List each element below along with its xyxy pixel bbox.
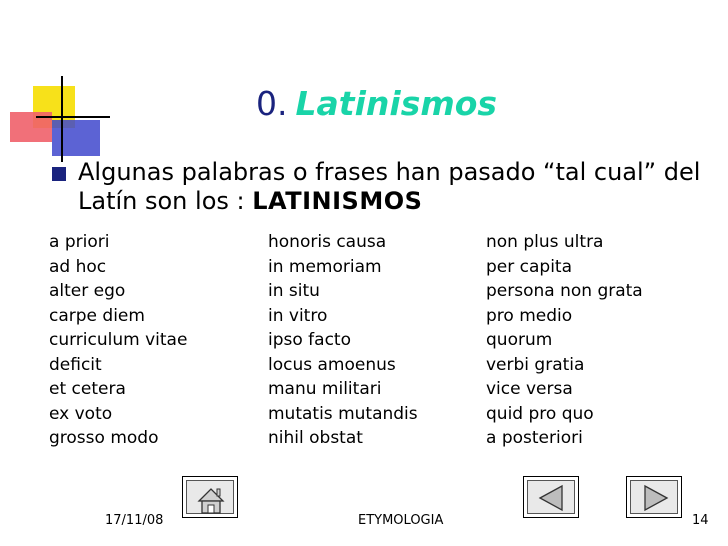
- latin-phrase: in memoriam: [268, 256, 382, 277]
- square-bullet-icon: [52, 167, 66, 181]
- latin-phrase: carpe diem: [49, 305, 145, 326]
- footer-title: ETYMOLOGIA: [358, 513, 444, 528]
- latin-phrase: verbi gratia: [486, 354, 585, 375]
- title-name: Latinismos: [295, 84, 498, 123]
- latin-phrase: nihil obstat: [268, 428, 363, 448]
- latin-phrase: a priori: [49, 232, 110, 252]
- latin-phrase: deficit: [49, 354, 102, 375]
- latin-phrase: persona non grata: [486, 281, 643, 301]
- latin-phrase: ad hoc: [49, 256, 107, 277]
- home-button[interactable]: [182, 476, 238, 518]
- latin-phrase: vice versa: [486, 379, 573, 399]
- triangle-right-icon: [627, 477, 683, 519]
- latin-phrase: honoris causa: [268, 232, 387, 252]
- footer-page-number: 14: [692, 513, 709, 528]
- latin-column-1: [49, 230, 187, 451]
- latin-column-2: [268, 230, 418, 451]
- latin-phrase: quorum: [486, 330, 553, 350]
- latin-phrase: mutatis mutandis: [268, 403, 418, 424]
- latin-phrase: curriculum vitae: [49, 330, 188, 350]
- latin-phrase: ipso facto: [268, 330, 351, 350]
- latin-phrase: locus amoenus: [268, 354, 396, 375]
- latin-phrase: in situ: [268, 281, 320, 301]
- bullet-emphasis: LATINISMOS: [252, 187, 423, 215]
- slide-title: [256, 84, 497, 123]
- next-slide-button[interactable]: [626, 476, 682, 518]
- bullet-text: Algunas palabras o frases han pasado “tal cual” del Latín son los :: [78, 158, 701, 215]
- latin-phrase: et cetera: [49, 379, 126, 399]
- latin-phrase: pro medio: [486, 305, 573, 326]
- latin-phrase: manu militari: [268, 379, 382, 399]
- decorative-squares-logo: [0, 0, 110, 170]
- latin-phrase: quid pro quo: [486, 403, 594, 424]
- latin-phrase: ex voto: [49, 403, 113, 424]
- latin-phrase: per capita: [486, 256, 573, 277]
- latin-phrase: in vitro: [268, 305, 328, 326]
- latin-phrase: alter ego: [49, 281, 126, 301]
- latin-phrase: a posteriori: [486, 428, 583, 448]
- title-number: 0.: [256, 84, 288, 123]
- bullet-point: [52, 158, 712, 216]
- home-icon: [183, 477, 239, 519]
- latin-phrase: non plus ultra: [486, 232, 604, 252]
- previous-slide-button[interactable]: [523, 476, 579, 518]
- footer-date: 17/11/08: [105, 513, 164, 528]
- triangle-left-icon: [524, 477, 580, 519]
- latin-phrase: grosso modo: [49, 428, 159, 448]
- latin-column-3: [486, 230, 643, 451]
